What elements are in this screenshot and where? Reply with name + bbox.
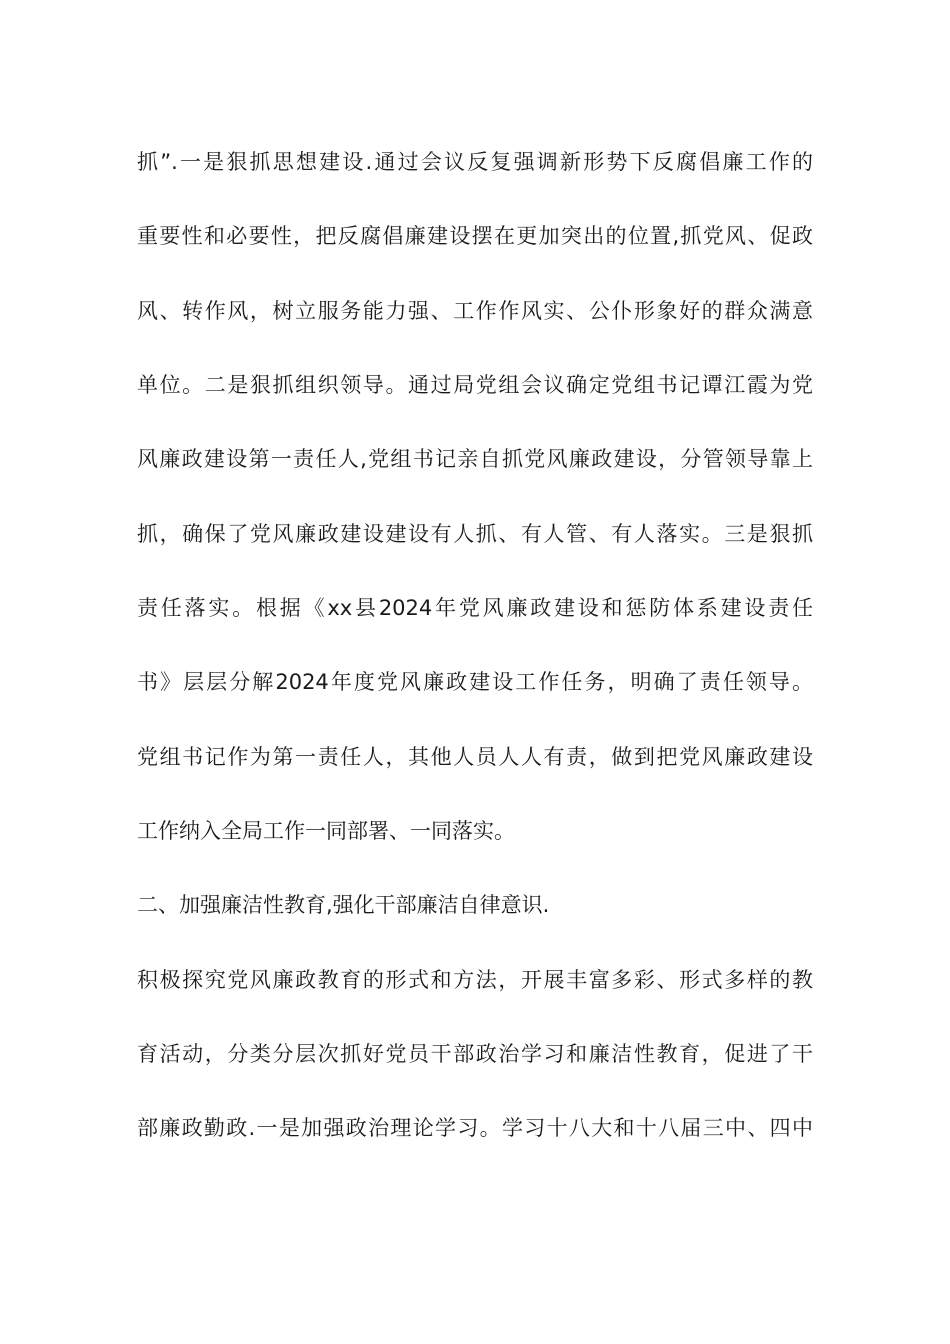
paragraph-line-6: 抓，确保了党风廉政建设建设有人抓、有人管、有人落实。三是狠抓 — [137, 522, 813, 546]
paragraph-line-2: 重要性和必要性，把反腐倡廉建设摆在更加突出的位置,抓党风、促政 — [137, 224, 813, 248]
paragraph-line-8: 书》层层分解2024年度党风廉政建设工作任务，明确了责任领导。 — [137, 670, 813, 694]
paragraph-line-12: 积极探究党风廉政教育的形式和方法，开展丰富多彩、形式多样的教 — [137, 968, 813, 992]
paragraph-line-5: 风廉政建设第一责任人,党组书记亲自抓党风廉政建设，分管领导靠上 — [137, 447, 813, 471]
paragraph-line-9: 党组书记作为第一责任人，其他人员人人有责，做到把党风廉政建设 — [137, 745, 813, 769]
section-heading: 二、加强廉洁性教育,强化干部廉洁自律意识. — [137, 893, 550, 917]
paragraph-line-7: 责任落实。根据《xx县2024年党风廉政建设和惩防体系建设责任 — [137, 596, 813, 620]
paragraph-line-3: 风、转作风，树立服务能力强、工作作风实、公仆形象好的群众满意 — [137, 299, 813, 323]
paragraph-line-13: 育活动，分类分层次抓好党员干部政治学习和廉洁性教育，促进了干 — [137, 1042, 813, 1066]
paragraph-line-1: 抓”.一是狠抓思想建设.通过会议反复强调新形势下反腐倡廉工作的 — [137, 150, 813, 174]
paragraph-line-10: 工作纳入全局工作一同部署、一同落实。 — [137, 819, 515, 843]
paragraph-line-14: 部廉政勤政.一是加强政治理论学习。学习十八大和十八届三中、四中 — [137, 1116, 813, 1140]
paragraph-line-4: 单位。二是狠抓组织领导。通过局党组会议确定党组书记谭江霞为党 — [137, 373, 813, 397]
